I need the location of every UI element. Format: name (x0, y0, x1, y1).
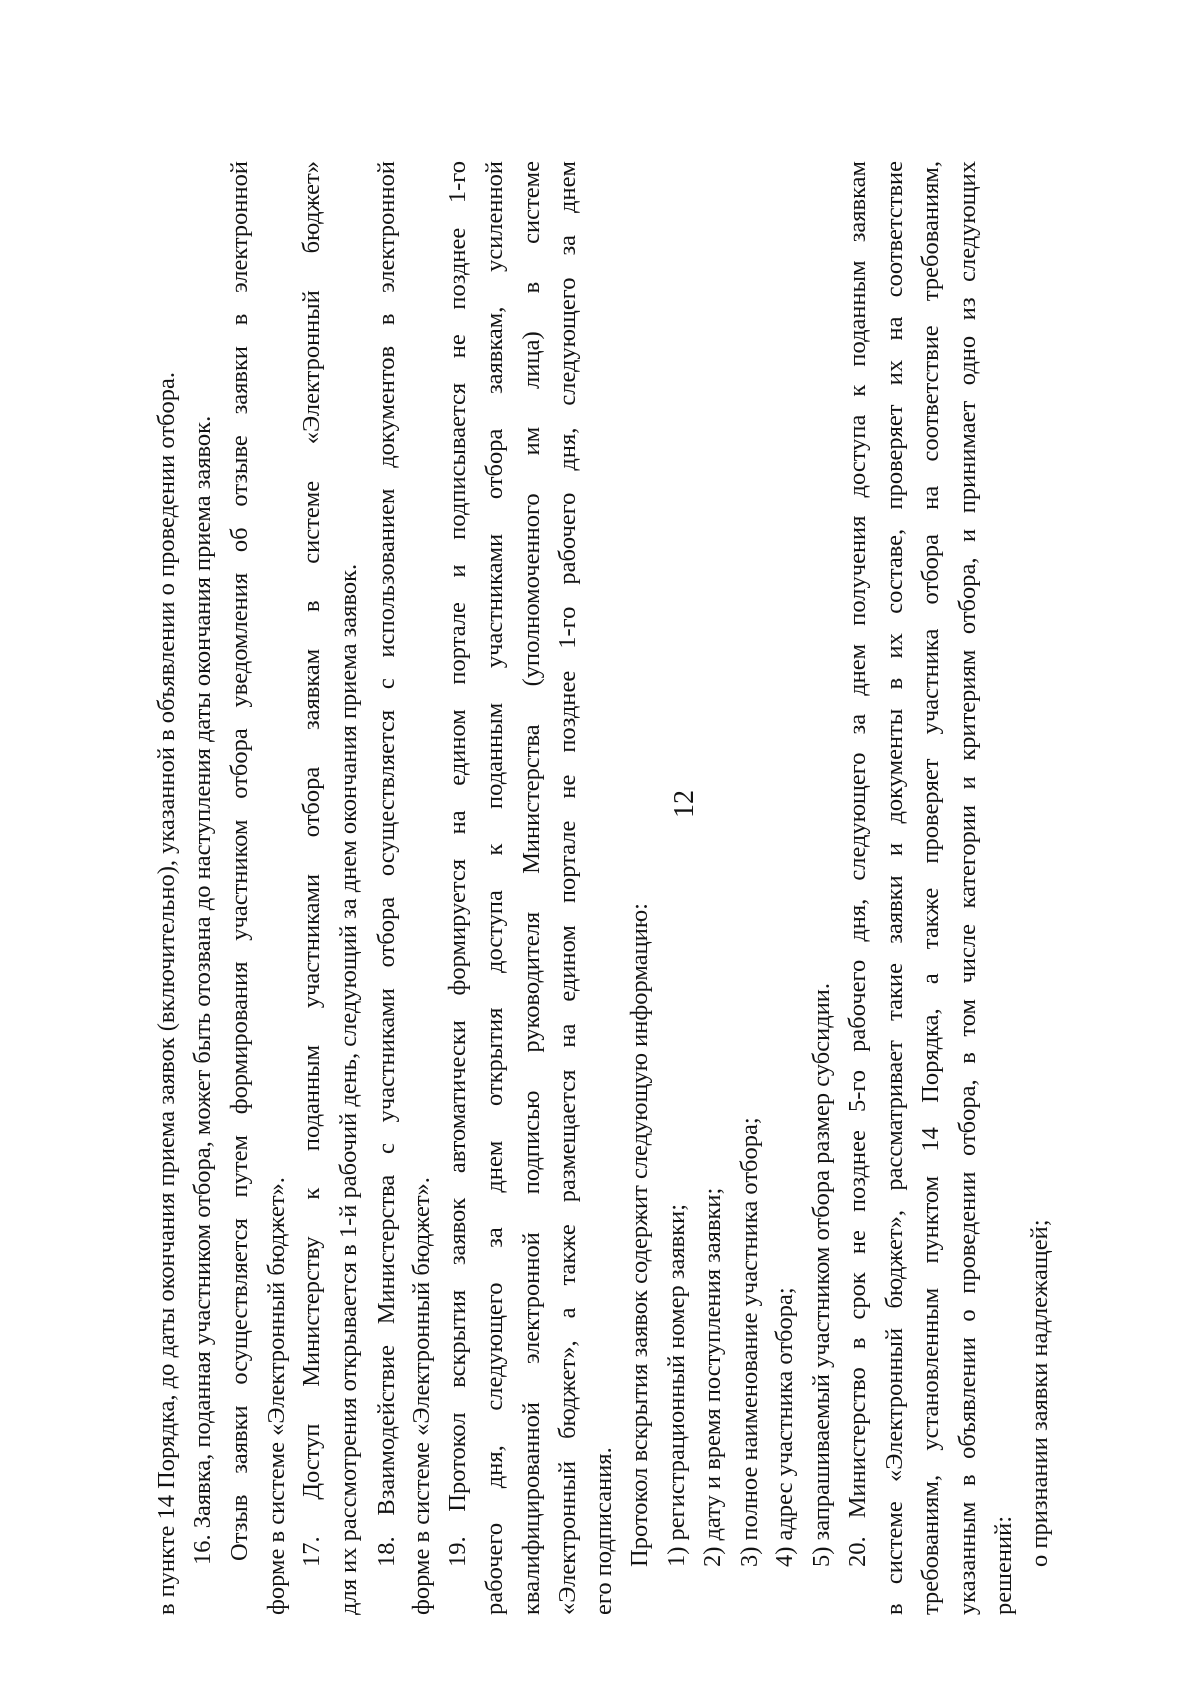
text-line: требованиям, установленным пунктом 14 Порядка, а также проверяет участника отбора на соответствие требованиям, (917, 161, 944, 1615)
text-line: рабочего дня, следующего за днем открытия доступа к поданным участниками отбора заявкам, усиленной (481, 161, 508, 1615)
text-line: указанным в объявлении о проведении отбора, в том числе категории и критериям отбора, и принимает одно из следующих (954, 161, 981, 1615)
text-line: 16. Заявка, поданная участником отбора, может быть отозвана до наступления даты окончания приема заявок. (189, 415, 216, 1565)
text-line: форме в системе «Электронный бюджет». (408, 1177, 435, 1615)
text-line: в пункте 14 Порядка, до даты окончания приема заявок (включительно), указанной в объявлении о проведении отбора. (153, 372, 180, 1615)
text-line: о признании заявки надлежащей; (1026, 1219, 1053, 1567)
text-line: «Электронный бюджет», а также размещается на едином портале не позднее 1-го рабочего дня, следующего за днем (554, 161, 581, 1615)
page-number: 12 (669, 790, 700, 818)
document-body (148, 85, 1053, 1615)
text-line: решений: (990, 1515, 1017, 1615)
text-line: Отзыв заявки осуществляется путем формирования участником отбора уведомления об отзыве заявки в электронной (226, 161, 253, 1561)
list-item: 3) полное наименование участника отбора; (736, 1117, 763, 1567)
text-line: 19. Протокол вскрытия заявок автоматически формируется на едином портале и подписывается не позднее 1-го (444, 161, 471, 1567)
text-line: 17. Доступ Министерству к поданным участниками отбора заявкам в системе «Электронный бюджет» (298, 161, 325, 1567)
list-item: 1) регистрационный номер заявки; (663, 1203, 690, 1567)
text-line: в системе «Электронный бюджет», рассматривает такие заявки и документы в их составе, проверяет их на соответствие (881, 161, 908, 1615)
text-line: квалифицированной электронной подписью руководителя Министерства (уполномоченного им лица) в системе (518, 161, 545, 1615)
list-item: 5) запрашиваемый участником отбора размер субсидии. (808, 982, 835, 1567)
text-line: его подписания. (590, 1447, 617, 1615)
list-item: 4) адрес участника отбора; (771, 1287, 798, 1567)
text-line: 20. Министерство в срок не позднее 5-го рабочего дня, следующего за днем получения доступа к поданным заявкам (844, 161, 871, 1567)
list-item: 2) дату и время поступления заявки; (699, 1187, 726, 1567)
text-line: 18. Взаимодействие Министерства с участниками отбора осуществляется с использованием документов в электронной (373, 161, 400, 1567)
text-line: Протокол вскрытия заявок содержит следующую информацию: (626, 903, 653, 1567)
text-line: для их рассмотрения открывается в 1-й рабочий день, следующий за днем окончания приема заявок. (335, 563, 362, 1615)
text-line: форме в системе «Электронный бюджет». (263, 1177, 290, 1615)
